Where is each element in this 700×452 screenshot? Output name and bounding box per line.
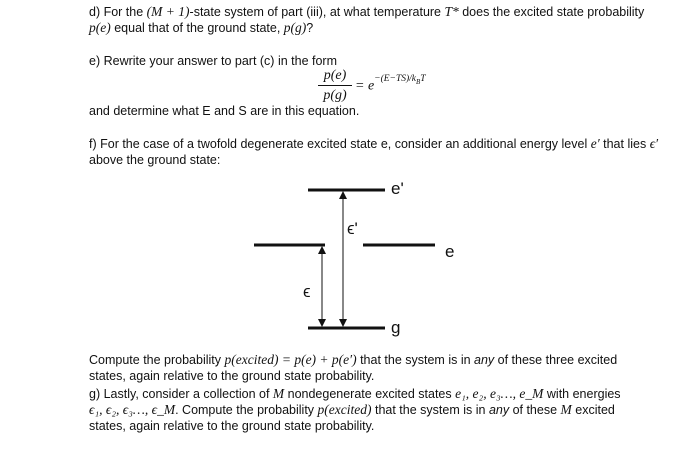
text: . Compute the probability	[175, 403, 318, 417]
label-eps: ϵ	[303, 282, 311, 301]
text: of these	[509, 403, 561, 417]
text: Compute the probability	[89, 353, 225, 367]
math-eps-series: ϵ₁, ϵ₂, ϵ₃…, ϵ_M	[89, 402, 176, 417]
math-m-plus-1: (M + 1)	[146, 4, 190, 19]
emphasis-any: any	[474, 353, 495, 367]
label-e: e	[445, 242, 455, 261]
label-g: g	[391, 318, 401, 337]
part-e-line-2: and determine what E and S are in this equation.	[89, 104, 360, 118]
math-M: M	[272, 386, 285, 401]
math-M: M	[560, 402, 572, 417]
rhs-exponent: −(E−TS)/k	[374, 74, 417, 84]
part-e-line-1: e) Rewrite your answer to part (c) in the form	[89, 54, 337, 68]
math-t-star: T*	[444, 4, 459, 19]
part-g-line-2	[89, 402, 615, 418]
part-g-line-1	[89, 386, 621, 402]
math-e-prime: e′	[590, 136, 600, 151]
text: -state system of part (iii), at what temperature	[189, 5, 445, 19]
compute-line-2: states, again relative to the ground state probability.	[89, 369, 375, 383]
text: with energies	[543, 387, 621, 401]
label-e-prime: e'	[391, 179, 404, 198]
text: that the system is in	[371, 403, 489, 417]
math-pe: p(e)	[89, 20, 111, 35]
text: nondegenerate excited states	[284, 387, 456, 401]
text: g) Lastly, consider a collection of	[89, 387, 273, 401]
part-f-line-2: above the ground state:	[89, 153, 221, 167]
text: that lies	[599, 137, 650, 151]
part-g-line-3: states, again relative to the ground state probability.	[89, 419, 375, 433]
emphasis-any: any	[488, 403, 510, 417]
math-p-excited-sum: p(excited) = p(e) + p(e′)	[224, 352, 357, 367]
rhs-exponent-end: T	[420, 74, 426, 84]
math-pg: p(g)	[283, 20, 307, 35]
math-e-series: e₁, e₂, e₃…, e_M	[455, 386, 544, 401]
fraction-denominator: p(g)	[323, 88, 347, 103]
text: f) For the case of a twofold degenerate excited state e, consider an additional energy level	[89, 137, 591, 151]
math-p-excited: p(excited)	[317, 402, 372, 417]
text: excited	[571, 403, 615, 417]
text: d) For the	[89, 5, 147, 19]
fraction-numerator: p(e)	[323, 68, 347, 83]
text: ?	[306, 21, 314, 35]
label-eps-prime: ϵ'	[347, 219, 358, 238]
math-eps-prime: ϵ′	[649, 136, 659, 151]
text: that the system is in	[356, 353, 475, 367]
text: does the excited state probability	[458, 5, 645, 19]
text: of these three excited	[494, 353, 618, 367]
rhs-exponent-sub: B	[416, 77, 421, 86]
text: equal that of the ground state,	[110, 21, 284, 35]
rhs-base: = e	[355, 78, 375, 94]
compute-line-1	[89, 352, 617, 368]
